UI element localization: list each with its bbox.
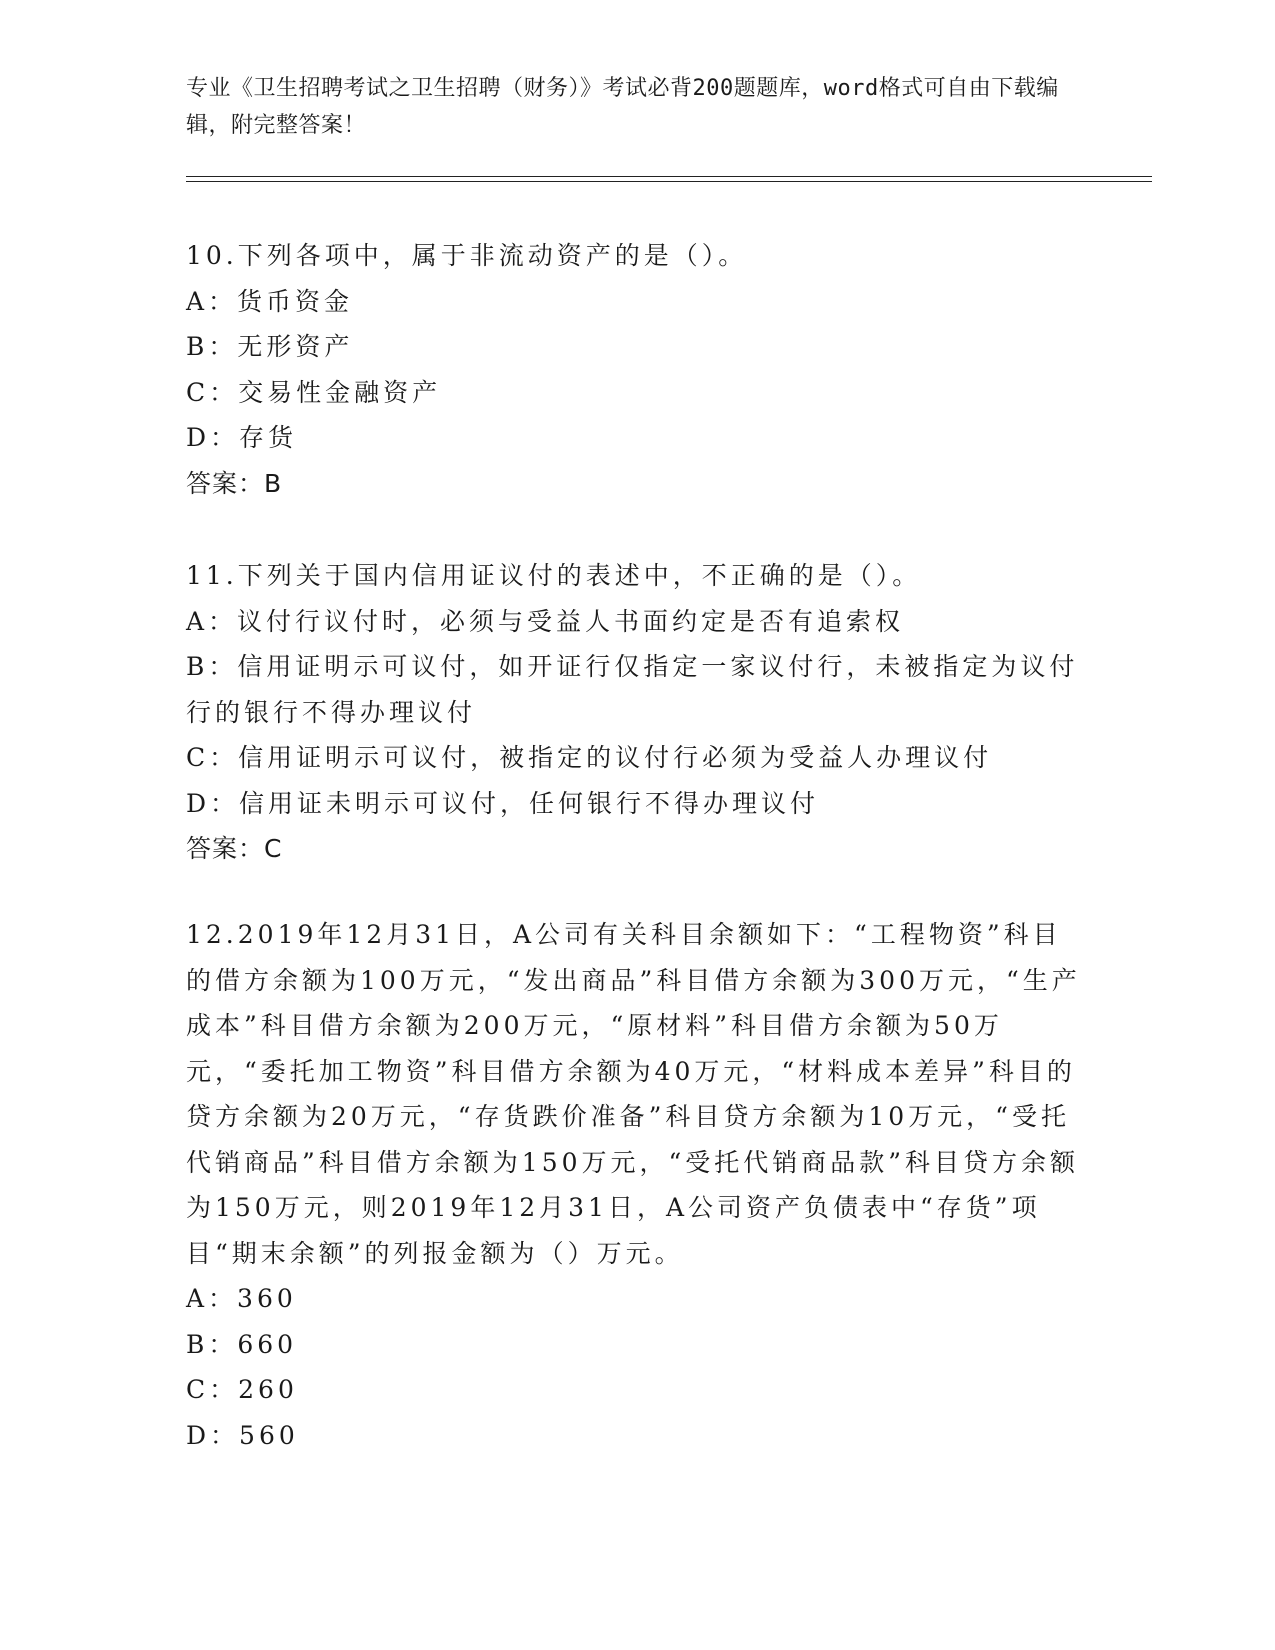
option-c: C：交易性金融资产 xyxy=(186,377,442,407)
option-a: A：360 xyxy=(186,1284,297,1313)
header-rule-bottom xyxy=(186,181,1152,182)
question-stem: 10.下列各项中，属于非流动资产的是（）。 xyxy=(186,241,748,270)
option-d: D：存货 xyxy=(186,423,298,452)
question-stem: 11.下列关于国内信用证议付的表述中，不正确的是（）。 xyxy=(186,561,922,590)
option-b: B：信用证明示可议付，如开证行仅指定一家议付行，未被指定为议付行的银行不得办理议付 xyxy=(186,652,1079,727)
question-stem: 12.2019年12月31日，A公司有关科目余额如下：“工程物资”科目的借方余额为100万元，“发出商品”科目借方余额为300万元，“生产成本”科目借方余额为200万元，“原材料”科目借方余额为50万元，“委托加工物资”科目借方余额为40万元，“材料成本差异”科目的贷方余额为20万元，“存货跌价准备”科目贷方余额为10万元，“受托代销商品”科目借方余额为150万元，“受托代销商品款”科目贷方余额为150万元，则2019年12月31日，A公司资产负债表中“存货”项目“期末余额”的列报金额为（）万元。 xyxy=(186,920,1081,1268)
question-12 xyxy=(186,912,1086,1458)
option-b: B：660 xyxy=(186,1329,298,1359)
question-11 xyxy=(186,553,1086,872)
question-10 xyxy=(186,233,1086,506)
option-d: D：信用证未明示可议付，任何银行不得办理议付 xyxy=(186,788,820,818)
option-b: B：无形资产 xyxy=(186,332,354,361)
header-rule-top xyxy=(186,176,1152,177)
header-note: 专业《卫生招聘考试之卫生招聘（财务）》考试必背200题题库，word格式可自由下载编辑，附完整答案！ xyxy=(186,76,1059,138)
option-c: C：信用证明示可议付，被指定的议付行必须为受益人办理议付 xyxy=(186,743,993,772)
answer-line: 答案：C xyxy=(186,834,283,863)
option-a: A：议付行议付时，必须与受益人书面约定是否有追索权 xyxy=(186,606,905,636)
answer-line: 答案：B xyxy=(186,468,283,498)
option-d: D：560 xyxy=(186,1420,299,1450)
option-c: C：260 xyxy=(186,1375,298,1404)
option-a: A：货币资金 xyxy=(186,286,354,316)
